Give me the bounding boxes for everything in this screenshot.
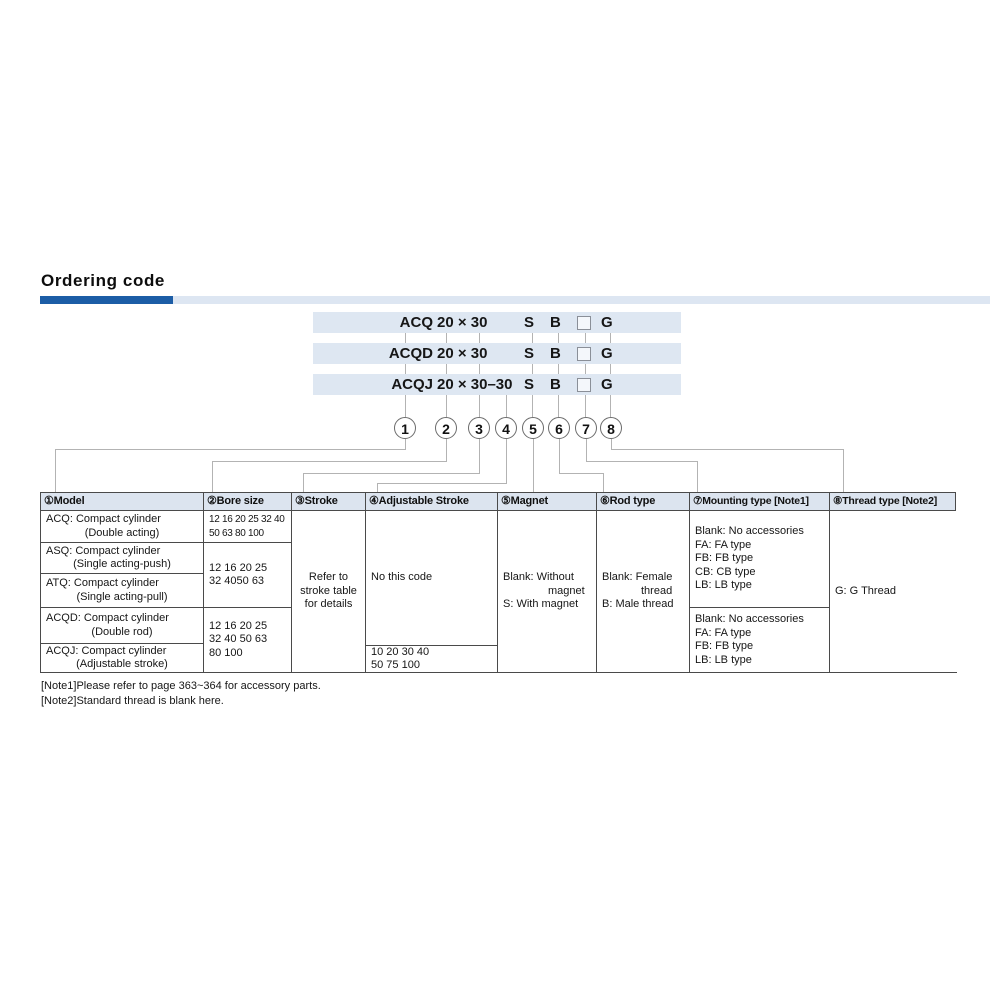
callout-circle-6: 6 [548, 417, 570, 439]
cell-model-acqd [41, 608, 203, 643]
callout-leader-line [377, 483, 378, 492]
cell-line: Blank: No accessories [695, 613, 804, 625]
callout-leader-line [405, 439, 406, 449]
cell-line: for details [304, 598, 353, 611]
cell-bore-3 [204, 608, 291, 672]
callout-leader-line [55, 449, 406, 450]
cell-model-atq [41, 574, 203, 607]
cell-line: CB: CB type [695, 565, 756, 578]
cell-line: (Single acting-push) [73, 558, 171, 570]
section-title: Ordering code [41, 271, 165, 290]
code-thread: G [601, 314, 613, 331]
cell-line: LB: LB type [695, 579, 752, 592]
callout-leader-line [611, 439, 612, 449]
callout-leader-line [446, 439, 447, 461]
cell-line: FB: FB type [695, 640, 754, 652]
connector-line [532, 364, 533, 374]
connector-line [585, 364, 586, 374]
code-row-acqd [313, 343, 681, 364]
cell-line: B: Male thread [602, 598, 674, 611]
connector-line [479, 333, 480, 343]
cell-line: (Double acting) [84, 526, 160, 539]
code-rod: B [550, 345, 561, 362]
connector-line [585, 333, 586, 343]
note-2: [Note2]Standard thread is blank here. [41, 695, 224, 707]
code-magnet: S [524, 314, 535, 331]
code-model: ACQ [399, 314, 433, 331]
callout-circle-4: 4 [495, 417, 517, 439]
cell-line: 32 40 50 63 [209, 633, 268, 646]
callout-leader-line [506, 439, 507, 483]
code-thread: G [601, 376, 613, 393]
cell-bore-1 [204, 511, 291, 542]
callout-leader-line [697, 461, 698, 492]
cell-line: magnet [548, 584, 585, 597]
code-rod: B [550, 376, 561, 393]
cell-line: 50 75 100 [371, 659, 420, 671]
callout-leader-line [377, 483, 507, 484]
cell-line: thread [641, 584, 673, 597]
callout-leader-line [843, 449, 844, 492]
connector-line [405, 333, 406, 343]
header-adjustable-stroke: ④Adjustable Stroke [369, 495, 469, 507]
cell-line: LB: LB type [695, 653, 752, 666]
cell-line: 80 100 [209, 646, 243, 659]
cell-line: FA: FA type [695, 538, 752, 551]
cell-line: Blank: No accessories [695, 525, 804, 538]
callout-leader-line [479, 439, 480, 473]
connector-line [610, 364, 611, 374]
callout-leader-line [586, 461, 698, 462]
cell-line: Refer to [308, 571, 349, 584]
code-rod: B [550, 314, 561, 331]
cell-line: stroke table [300, 584, 357, 597]
callout-leader-line [303, 473, 480, 474]
callout-leader-line [603, 473, 604, 492]
callout-leader-line [559, 439, 560, 473]
connector-line [446, 364, 447, 374]
connector-line [405, 364, 406, 374]
header-magnet: ⑤Magnet [501, 495, 548, 507]
cell-line: (Double rod) [91, 625, 153, 638]
callout-circle-5: 5 [522, 417, 544, 439]
code-thread: G [601, 345, 613, 362]
blank-option-box [577, 316, 591, 330]
cell-adjustable-top [366, 511, 497, 645]
connector-line [532, 395, 533, 417]
callout-leader-line [611, 449, 844, 450]
connector-line [506, 395, 507, 417]
cell-mounting-top [690, 511, 829, 607]
code-model: ACQD [388, 345, 433, 362]
callout-leader-line [586, 439, 587, 461]
code-row-acqj [313, 374, 681, 395]
callout-circle-8: 8 [600, 417, 622, 439]
cell-line: Blank: Female [602, 571, 673, 584]
header-rod-type: ⑥Rod type [600, 495, 656, 507]
cell-line: 50 63 80 100 [209, 527, 264, 539]
cell-line: 32 4050 63 [209, 575, 265, 587]
connector-line [479, 395, 480, 417]
code-bore-stroke: 20 × 30–30 [437, 376, 513, 393]
cell-bore-2 [204, 543, 291, 607]
cell-line: Blank: Without [503, 571, 574, 584]
connector-line [585, 395, 586, 417]
code-bore-stroke: 20 × 30 [437, 314, 488, 331]
connector-line [558, 333, 559, 343]
cell-line: FB: FB type [695, 552, 754, 565]
code-magnet: S [524, 376, 535, 393]
cell-line: ASQ: Compact cylinder [46, 544, 161, 557]
cell-line: 12 16 20 25 [209, 561, 268, 574]
connector-line [610, 333, 611, 343]
blank-option-box [577, 347, 591, 361]
callout-leader-line [303, 473, 304, 492]
note-1: [Note1]Please refer to page 363~364 for accessory parts. [41, 680, 321, 692]
title-underline-accent [40, 296, 173, 304]
cell-line: (Adjustable stroke) [76, 658, 168, 670]
header-bore-size: ②Bore size [207, 495, 264, 507]
cell-line: S: With magnet [503, 598, 579, 611]
title-underline-track [173, 296, 990, 304]
cell-rod-type [597, 511, 689, 672]
cell-line: FA: FA type [695, 626, 752, 639]
cell-line: ACQ: Compact cylinder [46, 513, 161, 525]
cell-adjustable-bottom [366, 646, 497, 672]
cell-magnet [498, 511, 596, 672]
connector-line [558, 395, 559, 417]
cell-line: (Single acting-pull) [76, 590, 168, 603]
cell-line: 12 16 20 25 32 40 [209, 514, 285, 525]
cell-line: 10 20 30 40 [371, 645, 430, 658]
connector-line [446, 395, 447, 417]
connector-line [610, 395, 611, 417]
cell-model-acq [41, 511, 203, 542]
header-mounting-type: ⑦Mounting type [Note1] [693, 495, 809, 507]
blank-option-box [577, 378, 591, 392]
cell-mounting-bottom [690, 608, 829, 672]
callout-circle-2: 2 [435, 417, 457, 439]
cell-line: No this code [371, 571, 433, 584]
code-row-acq [313, 312, 681, 333]
callout-leader-line [533, 439, 534, 492]
header-stroke: ③Stroke [295, 495, 338, 507]
cell-line: 12 16 20 25 [209, 619, 268, 632]
cell-thread-type [830, 511, 955, 672]
cell-line: ACQJ: Compact cylinder [46, 644, 167, 657]
cell-model-acqj [41, 644, 203, 672]
cell-line: ACQD: Compact cylinder [46, 612, 169, 624]
callout-leader-line [212, 461, 447, 462]
table-border-line [40, 672, 957, 673]
connector-line [558, 364, 559, 374]
cell-model-asq [41, 543, 203, 573]
code-model: ACQJ [391, 376, 433, 393]
callout-circle-3: 3 [468, 417, 490, 439]
cell-line: ATQ: Compact cylinder [46, 577, 159, 589]
callout-leader-line [212, 461, 213, 492]
callout-leader-line [559, 473, 604, 474]
cell-line: G: G Thread [835, 584, 896, 597]
callout-circle-1: 1 [394, 417, 416, 439]
connector-line [405, 395, 406, 417]
connector-line [446, 333, 447, 343]
code-bore-stroke: 20 × 30 [437, 345, 488, 362]
connector-line [479, 364, 480, 374]
callout-circle-7: 7 [575, 417, 597, 439]
header-thread-type: ⑧Thread type [Note2] [833, 495, 938, 507]
code-magnet: S [524, 345, 535, 362]
connector-line [532, 333, 533, 343]
header-model: ①Model [44, 495, 85, 507]
cell-stroke [292, 511, 365, 672]
callout-leader-line [55, 449, 56, 492]
